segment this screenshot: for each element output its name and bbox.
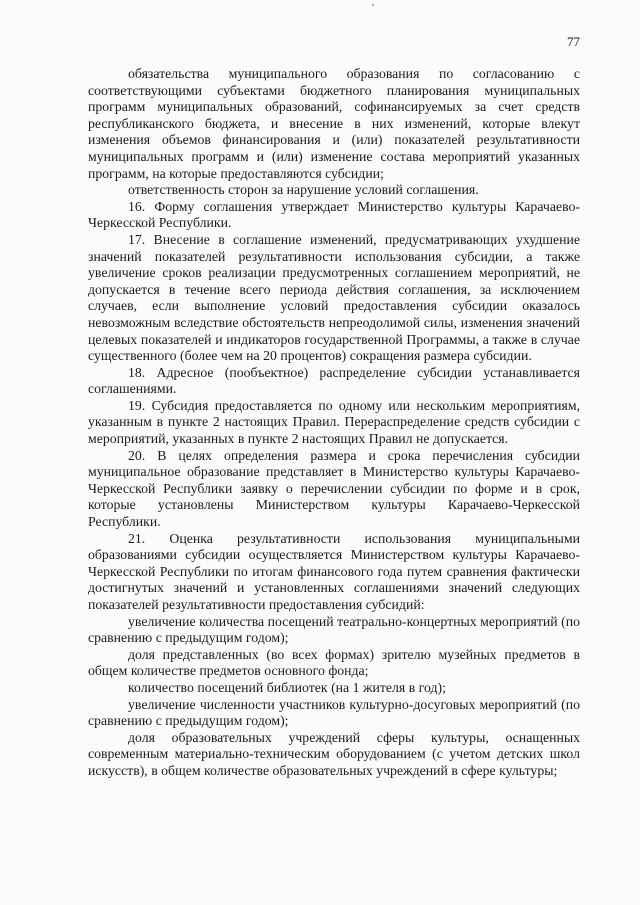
indicator-museum-items: доля представленных (во всех формах) зрителю музейных предметов в общем количестве предметов основного фонда; [88,646,580,679]
paragraph-18: 18. Адресное (пообъектное) распределение субсидии устанавливается соглашениями. [88,364,580,397]
paragraph-16: 16. Форму соглашения утверждает Министерство культуры Карачаево-Черкесской Республики. [88,198,580,231]
paragraph-20: 20. В целях определения размера и срока перечисления субсидии муниципальное образование представляет в Министерство культуры Карачаево-Черкесской Республики заявку о перечислении субсидии по форме и в срок, которые установлены Министерством культуры Карачаево-Черкесской Республики. [88,447,580,530]
paragraph-17: 17. Внесение в соглашение изменений, предусматривающих ухудшение значений показателей результативности использования субсидии, а также увеличение сроков реализации предусмотренных соглашением мероприятий, не допускается в течение всего периода действия соглашения, за исключением случаев, если выполнение условий предоставления субсидии оказалось невозможным вследствие обстоятельств непреодолимой силы, изменения значений целевых показателей и индикаторов государственной Программы, а также в случае существенного (более чем на 20 процентов) сокращения размера субсидии. [88,231,580,364]
scan-speck [372,4,374,6]
indicator-equipped-schools: доля образовательных учреждений сферы культуры, оснащенных современным материально-техническим оборудованием (с учетом детских школ искусств), в общем количестве образовательных учреждений в сфере культуры; [88,729,580,778]
paragraph-21: 21. Оценка результативности использования муниципальными образованиями субсидии осуществляется Министерством культуры Карачаево-Черкесской Республики по итогам финансового года путем сравнения фактически достигнутых значений и установленных соглашениями значений следующих показателей результативности предоставления субсидий: [88,530,580,612]
paragraph-obligations: обязательства муниципального образования по согласованию с соответствующими субъектами бюджетного планирования муниципальных программ муниципальных образований, софинансируемых за счет средств республиканского бюджета, и внесение в них изменений, которые влекут изменения объемов финансирования и (или) показателей результативности муниципальных программ и (или) изменение состава мероприятий указанных программ, на которые предоставляются субсидии; [88,66,580,181]
document-body [88,66,580,780]
indicator-theater-visits: увеличение количества посещений театрально-концертных мероприятий (по сравнению с предыдущим годом); [88,613,580,646]
page-number: 77 [567,34,580,49]
indicator-cultural-participants: увеличение численности участников культурно-досуговых мероприятий (по сравнению с предыдущим годом); [88,696,580,729]
indicator-library-visits: количество посещений библиотек (на 1 жителя в год); [128,679,446,695]
paragraph-19: 19. Субсидия предоставляется по одному или нескольким мероприятиям, указанным в пункте 2 настоящих Правил. Перераспределение средств субсидии с мероприятий, указанных в пункте 2 настоящих Правил не допускается. [88,397,580,447]
paragraph-responsibility: ответственность сторон за нарушение условий соглашения. [128,182,479,198]
